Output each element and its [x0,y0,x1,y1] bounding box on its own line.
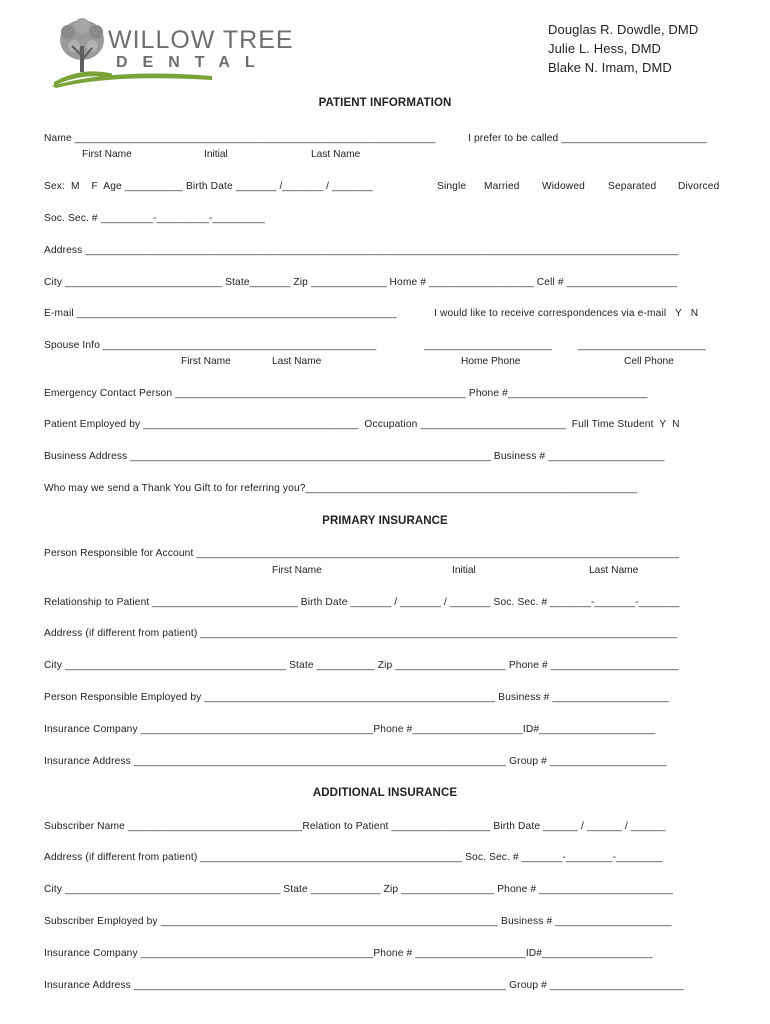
primary-relationship-row [44,597,726,611]
spouse-last-name-label: Last Name [272,356,322,367]
primary-first-name-label: First Name [272,565,322,576]
name-sublabels [44,149,726,163]
marital-single[interactable]: Single [437,181,467,192]
email-preference[interactable]: I would like to receive correspondences via e-mail Y N [434,308,699,319]
primary-city-field[interactable]: City ______________________________________ State __________ Zip ___________________ Phone # ______________________ [44,660,679,671]
patient-employer-field[interactable]: Patient Employed by _____________________________________ Occupation _________________________ Full Time Student Y N [44,419,680,430]
additional-employer-field[interactable]: Subscriber Employed by __________________________________________________________ Business # ____________________ [44,916,672,927]
primary-employed-row [44,692,726,706]
additional-address-field[interactable]: Address (if different from patient) _____________________________________________ Soc. Sec. # _______-________-________ [44,852,663,863]
preferred-name-field[interactable]: I prefer to be called _________________________ [468,133,707,144]
spouse-sublabels [44,356,726,370]
sex-age-birthdate-field[interactable]: Sex: M F Age __________ Birth Date _______ /_______ / _______ [44,181,373,192]
business-row [44,451,726,465]
additional-employed-row [44,916,726,930]
additional-company-row [44,948,726,962]
spouse-home-phone-label: Home Phone [461,356,521,367]
ssn-row [44,213,726,227]
city-state-zip-phone-field[interactable]: City ___________________________ State_______ Zip _____________ Home # __________________ Cell # ___________________ [44,277,678,288]
additional-subscriber-row [44,821,726,835]
spouse-cell-phone-label: Cell Phone [624,356,674,367]
primary-initial-label: Initial [452,565,476,576]
section-additional-insurance: ADDITIONAL INSURANCE [312,787,458,799]
logo [52,16,294,88]
ssn-field[interactable]: Soc. Sec. # _________-_________-_________ [44,213,265,224]
marital-married[interactable]: Married [484,181,520,192]
marital-widowed[interactable]: Widowed [542,181,585,192]
name-field[interactable]: Name ______________________________________________________________ [44,133,436,144]
spouse-row [44,340,726,354]
address-field[interactable]: Address ______________________________________________________________________________________________________ [44,245,679,256]
marital-separated[interactable]: Separated [608,181,657,192]
primary-responsible-sublabels [44,565,726,579]
additional-city-field[interactable]: City _____________________________________ State ____________ Zip ________________ Phone # _______________________ [44,884,673,895]
spouse-first-name-label: First Name [181,356,231,367]
primary-relationship-field[interactable]: Relationship to Patient _________________________ Birth Date _______ / _______ / _______ Soc. Sec. # _______-_______-_______ [44,597,680,608]
primary-employer-field[interactable]: Person Responsible Employed by __________________________________________________ Business # ____________________ [44,692,669,703]
doctor-3: Blake N. Imam, DMD [548,60,672,75]
section-primary-insurance: PRIMARY INSURANCE [322,515,448,527]
emergency-row [44,388,726,402]
employed-row [44,419,726,433]
doctor-1: Douglas R. Dowdle, DMD [548,22,699,37]
email-row [44,308,726,322]
first-name-label: First Name [82,149,132,160]
additional-city-row [44,884,726,898]
address-row [44,245,726,259]
sex-row [44,181,726,195]
marital-divorced[interactable]: Divorced [678,181,720,192]
logo-line1: WILLOW TREE [108,26,294,54]
thank-you-referral-field[interactable]: Who may we send a Thank You Gift to for referring you?_________________________________________________________ [44,483,638,494]
primary-last-name-label: Last Name [589,565,639,576]
primary-city-row [44,660,726,674]
primary-responsible-field[interactable]: Person Responsible for Account ___________________________________________________________________________________ [44,548,680,559]
additional-subscriber-field[interactable]: Subscriber Name ______________________________Relation to Patient _________________ Birth Date ______ / ______ / ______ [44,821,666,832]
primary-address-field[interactable]: Address (if different from patient) __________________________________________________________________________________ [44,628,678,639]
primary-address-row [44,628,726,642]
additional-ins-address-row [44,980,726,994]
additional-insurance-address-field[interactable]: Insurance Address ________________________________________________________________ Group # _______________________ [44,980,684,991]
primary-company-row [44,724,726,738]
spouse-cell-phone-field[interactable]: ______________________ [578,340,706,351]
business-address-field[interactable]: Business Address ______________________________________________________________ Business # ____________________ [44,451,665,462]
last-name-label: Last Name [311,149,361,160]
city-row [44,277,726,291]
initial-label: Initial [204,149,228,160]
name-row [44,133,726,147]
logo-line2: DENTAL [116,54,270,71]
email-field[interactable]: E-mail _______________________________________________________ [44,308,397,319]
doctor-2: Julie L. Hess, DMD [548,41,662,56]
primary-ins-address-row [44,756,726,770]
section-patient-information: PATIENT INFORMATION [318,97,452,109]
primary-responsible-row [44,548,726,562]
primary-insurance-company-field[interactable]: Insurance Company ________________________________________Phone #___________________ID#____________________ [44,724,656,735]
thankyou-row [44,483,726,497]
emergency-contact-field[interactable]: Emergency Contact Person __________________________________________________ Phone #________________________ [44,388,648,399]
spouse-home-phone-field[interactable]: ______________________ [424,340,552,351]
additional-insurance-company-field[interactable]: Insurance Company ________________________________________Phone # ___________________ID#___________________ [44,948,653,959]
primary-insurance-address-field[interactable]: Insurance Address ________________________________________________________________ Group # ____________________ [44,756,667,767]
spouse-name-field[interactable]: Spouse Info _______________________________________________ [44,340,377,351]
additional-address-row [44,852,726,866]
